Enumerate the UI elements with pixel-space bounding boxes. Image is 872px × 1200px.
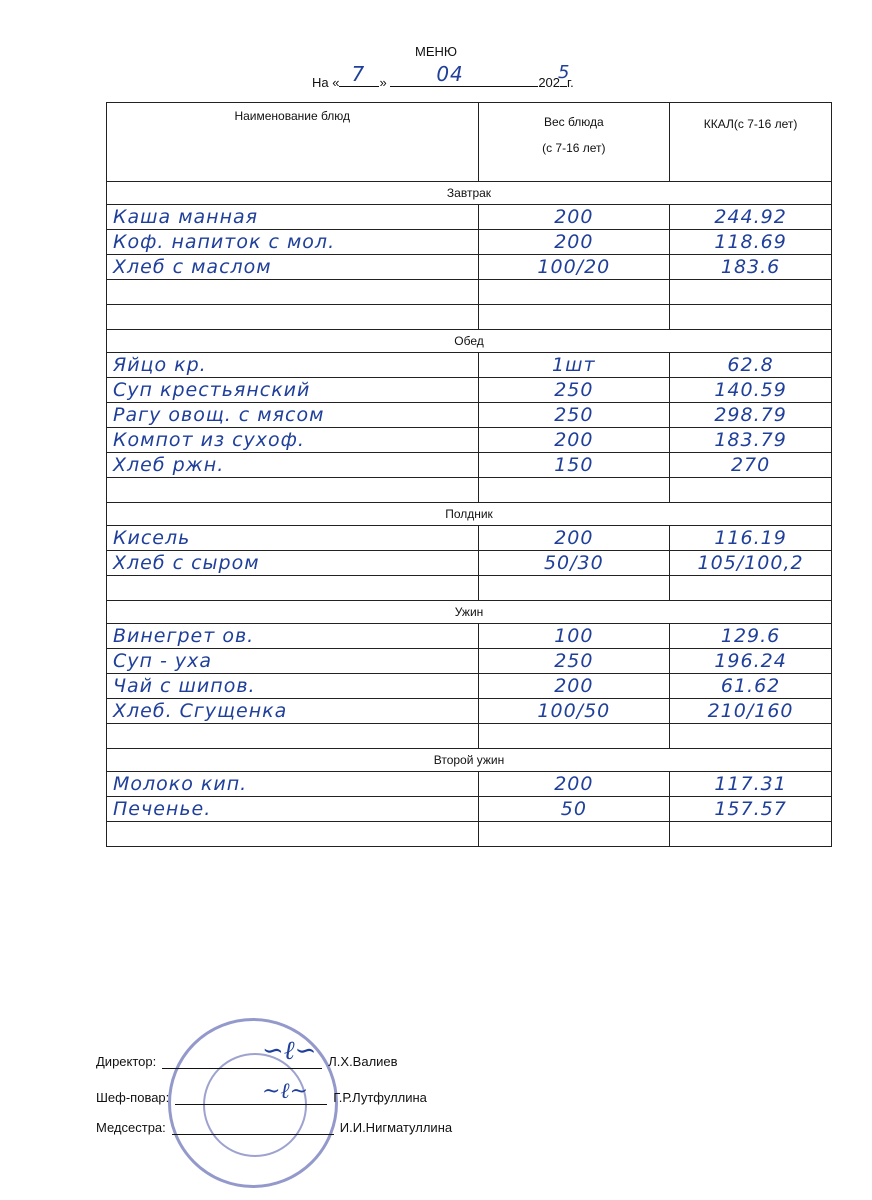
dish-cell: Компот из сухоф.: [107, 428, 479, 453]
weight-cell: 200: [478, 428, 670, 453]
table-header-row: [107, 103, 832, 182]
weight-cell: 250: [478, 649, 670, 674]
section-row: [107, 749, 832, 772]
weight-cell: [478, 478, 670, 503]
kcal-cell: 210/160: [670, 699, 832, 724]
director-label: Директор:: [96, 1054, 157, 1069]
chef-signature-mark: ~ℓ~: [262, 1079, 309, 1104]
dish-cell: Яйцо кр.: [107, 353, 479, 378]
table-row: [107, 205, 832, 230]
dish-cell: [107, 280, 479, 305]
weight-cell: 1шт: [478, 353, 670, 378]
weight-cell: 100: [478, 624, 670, 649]
section-title: Полдник: [107, 503, 832, 526]
table-row: [107, 674, 832, 699]
table-row: [107, 699, 832, 724]
nurse-name: И.И.Нигматуллина: [339, 1120, 453, 1135]
day-field: [339, 62, 379, 87]
date-line: [312, 62, 574, 90]
year-field: [558, 62, 571, 87]
kcal-cell: 270: [670, 453, 832, 478]
section-title: Обед: [107, 330, 832, 353]
weight-cell: 250: [478, 403, 670, 428]
kcal-cell: 157.57: [670, 797, 832, 822]
kcal-cell: 183.6: [670, 255, 832, 280]
table-row: [107, 255, 832, 280]
director-signature-mark: ∽ℓ∽: [262, 1036, 317, 1066]
dish-cell: Печенье.: [107, 797, 479, 822]
kcal-cell: 62.8: [670, 353, 832, 378]
chef-signature-line: [96, 1090, 427, 1105]
day-value: 7: [351, 62, 366, 86]
month-value: 04: [436, 62, 464, 86]
dish-cell: Хлеб с сыром: [107, 551, 479, 576]
table-row: [107, 822, 832, 847]
signature-blank: [175, 1092, 327, 1105]
kcal-cell: 129.6: [670, 624, 832, 649]
date-prefix: На «: [312, 75, 340, 90]
table-row: [107, 724, 832, 749]
section-row: [107, 330, 832, 353]
kcal-cell: 196.24: [670, 649, 832, 674]
table-row: [107, 428, 832, 453]
year-prefix: 202: [538, 75, 561, 90]
weight-cell: [478, 305, 670, 330]
weight-cell: 100/20: [478, 255, 670, 280]
table-row: [107, 526, 832, 551]
dish-cell: Хлеб. Сгущенка: [107, 699, 479, 724]
kcal-cell: 117.31: [670, 772, 832, 797]
table-row: [107, 624, 832, 649]
dish-cell: [107, 724, 479, 749]
menu-table-body: [107, 103, 832, 847]
table-row: [107, 378, 832, 403]
director-name: Л.Х.Валиев: [328, 1054, 398, 1069]
weight-cell: 50: [478, 797, 670, 822]
chef-name: Г.Р.Лутфуллина: [333, 1090, 427, 1105]
dish-cell: [107, 822, 479, 847]
dish-cell: Рагу овощ. с мясом: [107, 403, 479, 428]
weight-cell: 150: [478, 453, 670, 478]
section-row: [107, 601, 832, 624]
kcal-cell: 298.79: [670, 403, 832, 428]
dish-cell: Суп - уха: [107, 649, 479, 674]
date-end: г.: [567, 75, 574, 90]
kcal-cell: [670, 822, 832, 847]
kcal-cell: [670, 724, 832, 749]
dish-cell: [107, 478, 479, 503]
weight-cell: 100/50: [478, 699, 670, 724]
dish-cell: [107, 576, 479, 601]
weight-cell: 250: [478, 378, 670, 403]
weight-cell: [478, 280, 670, 305]
kcal-cell: 183.79: [670, 428, 832, 453]
dish-cell: [107, 305, 479, 330]
dish-cell: Хлеб ржн.: [107, 453, 479, 478]
table-row: [107, 576, 832, 601]
dish-cell: Кисель: [107, 526, 479, 551]
table-row: [107, 230, 832, 255]
kcal-cell: [670, 478, 832, 503]
signature-blank: [162, 1056, 322, 1069]
kcal-cell: [670, 576, 832, 601]
dish-cell: Суп крестьянский: [107, 378, 479, 403]
weight-cell: [478, 822, 670, 847]
header-weight-line1: Вес блюда: [543, 115, 604, 129]
header-kcal: ККАЛ(с 7-16 лет): [670, 103, 832, 182]
table-row: [107, 478, 832, 503]
kcal-cell: [670, 305, 832, 330]
table-row: [107, 353, 832, 378]
dish-cell: Каша манная: [107, 205, 479, 230]
section-title: Завтрак: [107, 182, 832, 205]
kcal-cell: 118.69: [670, 230, 832, 255]
weight-cell: 200: [478, 205, 670, 230]
kcal-cell: 61.62: [670, 674, 832, 699]
header-weight: [478, 103, 670, 182]
signature-blank: [172, 1122, 334, 1135]
chef-label: Шеф-повар:: [96, 1090, 170, 1105]
dish-cell: Хлеб с маслом: [107, 255, 479, 280]
nurse-label: Медсестра:: [96, 1120, 166, 1135]
kcal-cell: 116.19: [670, 526, 832, 551]
weight-cell: [478, 576, 670, 601]
header-weight-line2: (с 7-16 лет): [542, 141, 606, 155]
table-row: [107, 797, 832, 822]
nurse-signature-line: [96, 1120, 452, 1135]
kcal-cell: 244.92: [670, 205, 832, 230]
dish-cell: Чай с шипов.: [107, 674, 479, 699]
kcal-cell: 105/100,2: [670, 551, 832, 576]
kcal-cell: [670, 280, 832, 305]
table-row: [107, 403, 832, 428]
table-row: [107, 772, 832, 797]
section-title: Второй ужин: [107, 749, 832, 772]
year-value: 5: [558, 62, 571, 83]
section-title: Ужин: [107, 601, 832, 624]
menu-table: [106, 102, 832, 847]
director-signature-line: [96, 1054, 398, 1069]
table-row: [107, 280, 832, 305]
dish-cell: Молоко кип.: [107, 772, 479, 797]
weight-cell: 200: [478, 230, 670, 255]
header-name: Наименование блюд: [107, 103, 479, 182]
table-row: [107, 649, 832, 674]
kcal-cell: 140.59: [670, 378, 832, 403]
date-mid: »: [379, 75, 387, 90]
weight-cell: [478, 724, 670, 749]
table-row: [107, 551, 832, 576]
section-row: [107, 182, 832, 205]
weight-cell: 50/30: [478, 551, 670, 576]
weight-cell: 200: [478, 526, 670, 551]
month-field: [390, 62, 538, 87]
weight-cell: 200: [478, 674, 670, 699]
table-row: [107, 453, 832, 478]
menu-title: МЕНЮ: [414, 44, 458, 59]
weight-cell: 200: [478, 772, 670, 797]
dish-cell: Коф. напиток с мол.: [107, 230, 479, 255]
section-row: [107, 503, 832, 526]
table-row: [107, 305, 832, 330]
dish-cell: Винегрет ов.: [107, 624, 479, 649]
